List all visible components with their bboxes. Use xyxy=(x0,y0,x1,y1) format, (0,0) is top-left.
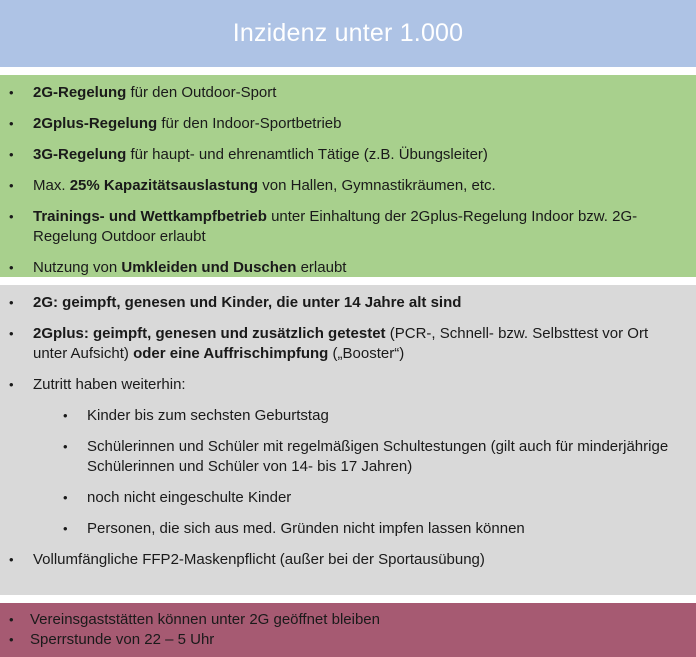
item-text: Kinder bis zum sechsten Geburtstag xyxy=(87,407,329,424)
item-text: für den Outdoor-Sport xyxy=(126,84,277,101)
item-text: Vollumfängliche FFP2-Maskenpflicht (außer bei der Sportausübung) xyxy=(33,551,485,568)
list-item xyxy=(0,324,696,364)
sub-list-item xyxy=(0,519,696,539)
list-item xyxy=(0,550,696,570)
item-bold: 25% Kapazitätsauslastung xyxy=(69,177,259,194)
item-text: („Booster“) xyxy=(328,345,405,362)
sub-list-item xyxy=(0,437,696,477)
item-text: Max. xyxy=(33,177,70,194)
item-bold: 2G: geimpft, genesen und Kinder, die unter 14 Jahre alt sind xyxy=(33,294,462,311)
grey-rules-panel xyxy=(0,285,696,595)
list-item xyxy=(0,293,696,313)
item-text: Nutzung von xyxy=(33,259,122,276)
item-text: Personen, die sich aus med. Gründen nicht impfen lassen können xyxy=(87,520,525,537)
item-bold: oder eine Auffrischimpfung xyxy=(133,345,329,362)
item-text: (PCR-, Schnell- bzw. Selbsttest vor Ort unter Aufsicht) xyxy=(33,325,649,362)
item-text: Schülerinnen und Schüler mit regelmäßigen Schultestungen (gilt auch für minderjährige Schülerinnen und Schüler von 14- bis 17 Jahren) xyxy=(87,438,669,475)
list-item xyxy=(0,114,696,134)
list-item xyxy=(0,207,696,247)
green-rules-list xyxy=(0,83,696,278)
title-banner xyxy=(0,0,696,67)
list-item xyxy=(0,258,696,278)
grey-rules-list xyxy=(0,293,696,570)
green-rules-panel xyxy=(0,75,696,277)
item-bold: 2Gplus: geimpft, genesen und zusätzlich getestet xyxy=(33,325,386,342)
list-item xyxy=(0,83,696,103)
item-text: erlaubt xyxy=(296,259,347,276)
item-text: Sperrstunde von 22 – 5 Uhr xyxy=(30,631,215,648)
item-text: Zutritt haben weiterhin: xyxy=(33,376,186,393)
item-text: unter Einhaltung der 2Gplus-Regelung Indoor bzw. 2G-Regelung Outdoor erlaubt xyxy=(33,208,638,245)
item-text: für haupt- und ehrenamtlich Tätige (z.B. Übungsleiter) xyxy=(126,146,488,163)
sub-list-item xyxy=(0,488,696,508)
sub-list-item xyxy=(0,406,696,426)
item-text: für den Indoor-Sportbetrieb xyxy=(157,115,342,132)
item-bold: Umkleiden und Duschen xyxy=(121,259,297,276)
item-bold: 2Gplus-Regelung xyxy=(33,115,158,132)
item-text: von Hallen, Gymnastikräumen, etc. xyxy=(258,177,496,194)
item-bold: 3G-Regelung xyxy=(33,146,127,163)
list-item xyxy=(0,176,696,196)
list-item xyxy=(0,375,696,395)
list-item xyxy=(0,630,696,650)
item-text: noch nicht eingeschulte Kinder xyxy=(87,489,292,506)
red-rules-list xyxy=(0,610,696,650)
item-bold: 2G-Regelung xyxy=(33,84,127,101)
list-item xyxy=(0,610,696,630)
list-item xyxy=(0,145,696,165)
item-bold: Trainings- und Wettkampfbetrieb xyxy=(33,208,267,225)
page-title: Inzidenz unter 1.000 xyxy=(232,19,464,47)
item-text: Vereinsgaststätten können unter 2G geöffnet bleiben xyxy=(30,611,380,628)
red-rules-panel xyxy=(0,603,696,657)
